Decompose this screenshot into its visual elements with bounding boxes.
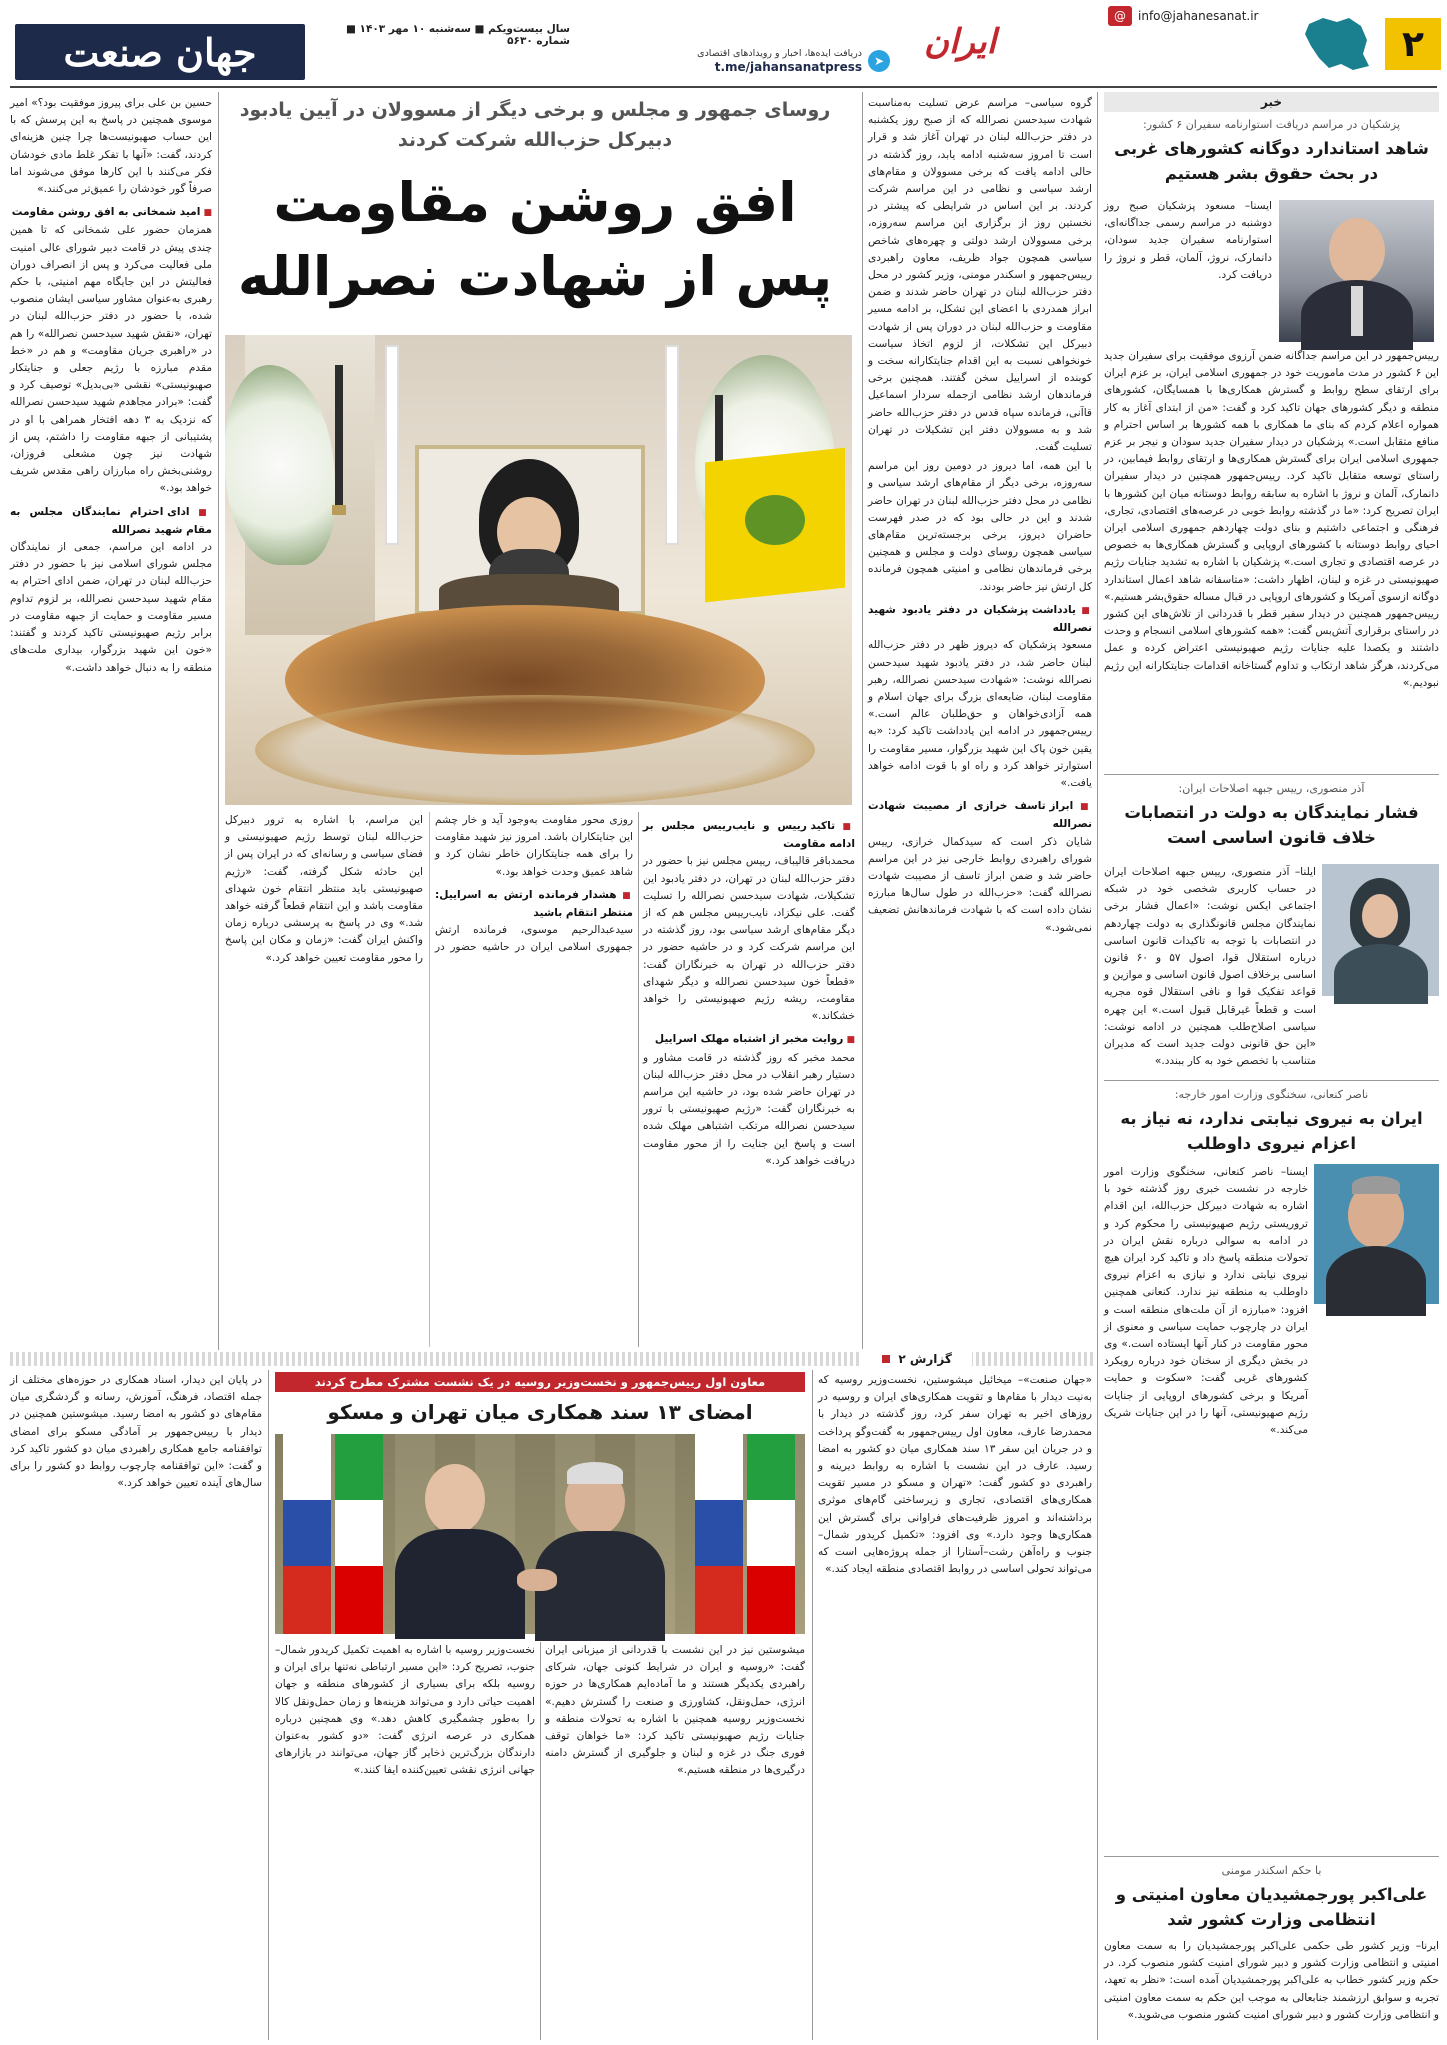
meeting-photo [275,1434,805,1634]
story1-headline: شاهد استاندارد دوگانه کشورهای غربی در بحث حقوق بشر هستیم [1114,139,1429,183]
main-col2-sub1: ■ تاکید رییس و نایب‌رییس مجلس بر ادامه مقاومت [643,818,855,853]
main-col-divider-2 [638,812,639,1347]
bottom-col-divider-3 [268,1370,269,2040]
sidebar-rule-3 [1104,1856,1439,1857]
pezeshkian-photo [1279,200,1434,342]
main-headline-1: افق روشن مقاومت [273,171,797,234]
main-col1-sub1-text: مسعود پزشکیان که دیروز ظهر در دفتر حزب‌الله لبنان حاضر شد، در دفتر یادبود شهید سیدحسن نصرالله نوشت: «شهادت سیدحسن نصرالله، رهبر مقاومت لبنان، ضایعه‌ای بزرگ برای جهان اسلام و همه آزادی‌خواهان و حق‌طلبان عالم است.» رییس‌جمهور در ادامه این یادداشت تاکید کرد: «به یقین خون پاک این شهید بزرگوار، مسیر مقاومت را استوارتر خواهد کرد و راه او با قوت ادامه خواهد یافت.» [868,639,1092,789]
main-col1-sub2: ■ ابراز تاسف خرازی از مصیبت شهادت نصرالله [868,798,1092,833]
main-col3-sub1: ■ هشدار فرمانده ارتش به اسراییل: منتظر انتقام باشید [435,887,633,922]
page-number-text: ۲ [1402,23,1424,65]
story4-headline: علی‌اکبر پورجمشیدیان معاون امنیتی و انتظامی وزارت کشور شد [1115,1885,1428,1929]
main-col4-p1: حسین بن علی برای پیروز موفقیت بود؟» امیر موسوی همچنین در پاسخ به این پرسش که با این حساب صهیونیست‌ها چرا چنین هزینه‌ای کردند، گفت: «آنها با تفکر غلط مادی خودشان فکر می‌کنند با این کارها موفق می‌شوند اما صرفاً گور خودشان را عمیق‌تر می‌کنند.» [10,97,212,196]
bottom-col-divider-1 [812,1370,813,2040]
telegram-link[interactable]: t.me/jahansanatpress [714,60,862,74]
main-kicker: روسای جمهور و مجلس و برخی دیگر از مسوولان در آیین یادبود دبیرکل حزب‌الله شرکت کردند [239,99,831,151]
sidebar-label [1104,92,1439,112]
bottom-section-label [862,1349,972,1369]
masthead [0,0,1447,86]
story1-kicker: پزشکیان در مراسم دریافت استوارنامه سفیران ۶ کشور: [1143,118,1400,131]
story2-kicker: آذر منصوری، رییس جبهه اصلاحات ایران: [1178,782,1365,795]
story3-body: ایسنا– ناصر کنعانی، سخنگوی وزارت امور خارجه در نشست خبری روز گذشته خود با اشاره به شهادت دبیرکل حزب‌الله، این اقدام تروریستی رژیم صهیونیستی را محکوم کرد و در ادامه به سوالی درباره نقش ایران در تحولات منطقه پاسخ داد و تاکید کرد ایران هیچ نیروی نیابتی ندارد و نیازی به اعزام نیروی داوطلب به منطقه نیز ندارد. کنعانی همچنین افزود: «مبارزه از آن ملت‌های منطقه است و ایران در چارچوب حمایت سیاسی و معنوی از محور مقاومت در کنار آنها ایستاده است.» وی در بخش دیگری از سخنان خود درباره رویکرد کشورهای غربی گفت: «سکوت و حمایت آمریکا و برخی کشورهای اروپایی از جنایات رژیم صهیونیستی، آنها را در این جنایات شریک می‌کند.» [1104,1166,1308,1437]
main-col4-p3: در ادامه این مراسم، جمعی از نمایندگان مجلس شورای اسلامی نیز با حضور در دفتر حزب‌الله لبنان در تهران، ضمن ادای احترام به مقام شهید سیدحسن نصرالله، بر لزوم تداوم مسیر مقاومت و حمایت از جبهه مقاومت در برابر رژیم صهیونیستی تاکید کردند و گفتند: «خون این شهید بزرگوار، بیداری ملت‌های منطقه را به دنبال خواهد داشت.» [10,541,212,674]
email-block[interactable] [1108,6,1298,34]
main-col4-p2: همزمان حضور علی شمخانی که تا همین چندی پیش در قامت دبیر شورای عالی امنیت ملی فعالیت می‌کرد و پس از انصراف دوران فعالیتش در این جایگاه مهم امنیتی، با حکم رهبری به‌عنوان مشاور سیاسی ایشان منصوب شده، با حضور در دفتر حزب‌الله لبنان در تهران، «نقش شهید سیدحسن نصرالله» را هم در «راهبری جریان مقاومت» و هم در «خط مقدم مبارزه با رژیم جعلی و جنایتکار صهیونیستی» نقشی «بی‌بدیل» توصیف کرد و گفت: «برادر مجاهدم شهید سیدحسن نصرالله که نزدیک به ۳ دهه افتخار همراهی با او در پشتیبانی از جبهه مقاومت را داشتم، پس از شهادت نیز چون مشعلی فروزان، روشنی‌بخش راه مبارزان راهی مقدس شریف خواهد بود.» [10,224,212,495]
main-col1-sub2-text: شایان ذکر است که سیدکمال خرازی، رییس شورای راهبردی روابط خارجی نیز در این مراسم حاضر شد و ضمن ابراز تاسف از مصیبت شهادت نصرالله گفت: «حزب‌الله در طول سال‌ها مبارزه نشان داده است که با شهادت فرماندهانش تضعیف نمی‌شود.» [868,835,1092,934]
story4-body: ایرنا– وزیر کشور طی حکمی علی‌اکبر پورجمشیدیان را به سمت معاون امنیتی و انتظامی وزارت کشور و دبیر شورای امنیت کشور منصوب کرد. در حکم وزیر کشور خطاب به علی‌اکبر پورجمشیدیان آمده است: «نظر به تعهد، تجربه و سوابق ارزشمند جنابعالی به موجب این حکم به سمت معاون امنیتی و انتظامی وزارت کشور و دبیر شورای امنیت کشور منصوب می‌شوید.» [1104,1940,1439,2021]
main-col1-sub1: ■ یادداشت پزشکیان در دفتر یادبود شهید نصرالله [868,602,1092,637]
main-col2 [643,812,855,1347]
story4-kicker: با حکم اسکندر مومنی [1221,1864,1322,1877]
sidebar [1104,92,1439,2040]
logo-text: جهان صنعت [63,29,257,75]
sidebar-rule-1 [1104,774,1439,775]
bottom-kicker-text: معاون اول رییس‌جمهور و نخست‌وزیر روسیه در یک نشست مشترک مطرح کردند [314,1375,766,1389]
story1-body: رییس‌جمهور در این مراسم جداگانه ضمن آرزوی موفقیت برای سفیران جدید این ۶ کشور در مدت ماموریت خود در جمهوری اسلامی ایران، بر عزم ایران برای ارتقای سطح روابط و گسترش همکاری‌ها با همسایگان، کشورهای منطقه و دیگر کشورهای جهان تاکید کرد و گفت: «من از ابتدای آغاز به کار همواره اعلام کردم که بنای ما همکاری با همه کشورها بر اساس احترام و منافع متقابل است.» پزشکیان در دیدار سفیران جدید سودان و نیجر بر عزم جمهوری اسلامی ایران برای گسترش همکاری‌ها و ارتقای روابط فیمابین، در راستای توسعه متقابل تاکید کرد. رییس‌جمهور همچنین در دیدار سفیران دانمارک، آلمان و نروژ با اشاره به سابقه روابط دوستانه میان این کشورها با ایران تصریح کرد: «ما در گذشته روابط خوبی در عرصه‌های اقتصادی، تجاری، فرهنگی و اجتماعی داشتیم و بنای دولت چهاردهم جمهوری اسلامی ایران احیای روابط دوستانه با کشورهای اروپایی و گسترش همکاری‌ها به خصوص در عرصه اقتصادی و تجاری است.» پزشکیان با اشاره به تشدید جنایات رژیم صهیونیستی در غزه و لبنان، اظهار داشت: «متاسفانه شاهد اعمال استاندارد دوگانه ازسوی آمریکا و کشورهای اروپایی در قبال مساله حقوق‌بشر هستیم.» رییس‌جمهور همچنین در دیدار سفیر قطر با قدردانی از تلاش‌های این کشور در راستای برقراری آتش‌بس گفت: «همه کشورهای اسلامی انسجام و وحدت داشتند و یکصدا علیه جنایات رژیم صهیونیستی اعتراض کرده و عمل می‌کردند، هرگز شاهد ارتکاب و تداوم گستاخانه اقدامات جنایتکارانه این رژیم نبودیم.» [1104,350,1440,689]
main-col4-sub2: ■ ادای احترام نمایندگان مجلس به مقام شهید نصرالله [10,504,212,539]
story3-kicker: ناصر کنعانی، سخنگوی وزارت امور خارجه: [1174,1088,1369,1101]
main-col3-p2: سیدعبدالرحیم موسوی، فرمانده ارتش جمهوری اسلامی ایران در حاشیه حضور در این مراسم، با اشاره به ترور دبیرکل حزب‌الله لبنان توسط رژیم صهیونیستی و فضای سیاسی و رسانه‌ای که در ایران پس از این حادثه شکل گرفته، گفت: «رژیم صهیونیستی باید منتظر انتقام خون شهدای مقاومت باشد و این انتقام قطعاً گرفته خواهد شد.» وی در پاسخ به پرسشی درباره زمان واکنش ایران گفت: «زمان و مکان این پاسخ را محور مقاومت تعیین خواهد کرد.» [225,814,633,964]
main-col2-p2: محمد مخبر که روز گذشته در قامت مشاور و دستیار رهبر انقلاب در محل دفتر حزب‌الله لبنان در تهران حاضر شده بود، در حاشیه این مراسم به خبرنگاران گفت: «رژیم صهیونیستی با ترور سیدحسن نصرالله مرتکب اشتباهی مهلک شده است و پاسخ این جنایت را از محور مقاومت دریافت خواهد کرد.» [643,1051,855,1167]
telegram-icon: ➤ [868,50,890,72]
bottom-col-d: در پایان این دیدار، اسناد همکاری در حوزه‌های مختلف از جمله اقتصاد، فرهنگ، آموزش، رسانه و گردشگری میان مقام‌های دو کشور به امضا رسید. میشوستین همچنین در دیدار با رییس‌جمهور بر آمادگی مسکو برای امضای توافقنامه جامع همکاری راهبردی میان دو کشور تاکید کرد و گفت: «این توافقنامه چارچوب روابط دو کشور را برای سال‌های آینده تعیین خواهد کرد.» [10,1374,262,1490]
sidebar-rule-2 [1104,1080,1439,1081]
story2-body: ایلنا– آذر منصوری، رییس جبهه اصلاحات ایران در حساب کاربری شخصی خود در شبکه اجتماعی ایکس نوشت: «اعمال فشار برخی نمایندگان مجلس قانونگذاری به دولت چهاردهم در انتصابات با توجه به تاکیدات قانون اساسی درباره استقلال قوا، اصول ۵۷ و ۶۰ قانون اساسی برخلاف اصول قانون اساسی و موازین و قواعد تفکیک قوا و نافی استقلال قوه مجریه است و قطعاً غیرقابل قبول است.» این چهره سیاسی اصلاح‌طلب همچنین در ادامه نوشت: «این حق قانونی دولت جدید است که مدیران متناسب با تخصص خود به کار ببندد.» [1104,866,1316,1068]
bottom-col-divider-2 [540,1642,541,2040]
email-text[interactable]: info@jahanesanat.ir [1138,9,1259,23]
page-number [1385,18,1441,70]
main-col4-sub1: ■ امید شمخانی به افق روشن مقاومت [10,204,212,222]
issue-info: سال بیست‌ویکم ■ سه‌شنبه ۱۰ مهر ۱۴۰۳ ■ شماره ۵۶۳۰ [345,23,570,47]
story2-headline: فشار نمایندگان به دولت در انتصابات خلاف قانون اساسی است [1124,803,1419,847]
main-col1-p1: گروه سیاسی– مراسم عرض تسلیت به‌مناسبت شهادت سیدحسن نصرالله که از صبح روز یکشنبه در دفتر حزب‌الله لبنان در تهران آغاز شد و قرار است تا امروز سه‌شنبه ادامه یابد، روز گذشته در حالی ادامه یافت که برخی مسوولان و مقام‌های ارشد سیاسی و نظامی در این مراسم شرکت کردند. بر این اساس در شرایطی که پیشتر در نخستین روز از برگزاری این مراسم سه‌روزه، برخی مسوولان ارشد دولتی و چهره‌های شاخص سیاسی همچون جواد ظریف، معاون راهبردی رییس‌جمهور و اسکندر مومنی، وزیر کشور در محل دفتر حزب‌الله لبنان در تهران حاضر شدند و ضمن ابراز همدردی با اعضای این تشکل، بر ادامه مسیر مقاومت و حزب‌الله لبنان در دوران پس از شهادت دبیرکل این تشکلات، از لزوم اتخاذ سیاست خونخواهی نسبت به این اقدام جنایتکارانه سخت و کوبنده از اسراییل سخن گفتند. همچنین برخی فرماندهان ارشد نظامی ازجمله سردار اسماعیل قاآنی، فرمانده سپاه قدس در دفتر حزب‌الله حاضر شد و به مسوولان دفتر این تشکیلات در تهران تسلیت گفت. [868,97,1092,454]
main-col2-p1: محمدباقر قالیباف، رییس مجلس نیز با حضور در دفتر حزب‌الله لبنان در تهران، در دفتر یادبود این تشکیلات، شهادت سیدحسن نصرالله را تسلیت گفت. علی نیکزاد، نایب‌رییس مجلس هم که از دیگر مقام‌های ارشد سیاسی بود، روز گذشته در این مراسم شرکت کرد و در حاشیه حضور در دفتر حزب‌الله در تهران به خبرنگاران گفت: «قطعاً خون سیدحسن نصرالله و دیگر شهدای مقاومت، ریشه رژیم صهیونیستی را خواهد خشکاند.» [643,855,855,1023]
nasrallah-memorial-photo [225,335,852,805]
kanaani-photo [1314,1164,1439,1304]
masthead-rule [10,86,1437,88]
main-col4 [10,95,212,1347]
section-title: ایران [923,22,997,62]
sidebar-divider [1097,92,1098,2040]
main-col1-p2: با این همه، اما دیروز در دومین روز این مراسم سه‌روزه، برخی دیگر از مقام‌های ارشد سیاسی و نظامی در محل دفتر حزب‌الله لبنان در تهران حاضر شدند و این در حالی بود که در صدر فهرست حاضران دیروز، برخی برجسته‌ترین مقام‌های سیاسی همچون روسای دولت و مجلس و همچنین برخی فرماندهان نظامی و امنیتی همچون فرمانده کل ارتش نیز حاضر بودند. [868,460,1092,593]
main-col1 [868,95,1092,1345]
story3-headline: ایران به نیروی نیابتی ندارد، نه نیاز به اعزام نیروی داوطلب [1120,1109,1423,1153]
bottom-col-c: نخست‌وزیر روسیه با اشاره به اهمیت تکمیل کریدور شمال–جنوب، تصریح کرد: «این مسیر ارتباطی نه‌تنها برای ایران و روسیه بلکه برای بسیاری از کشورهای منطقه و جهان اهمیت حیاتی دارد و می‌تواند هزینه‌ها و زمان حمل‌ونقل کالا را به‌طور چشمگیری کاهش دهد.» وی همچنین درباره همکاری در عرصه انرژی گفت: «دو کشور به‌عنوان دارندگان بزرگ‌ترین ذخایر گاز جهان، می‌توانند در بازارهای جهانی انرژی نقشی تعیین‌کننده ایفا کنند.» [275,1644,535,1777]
bottom-col-b: میشوستین نیز در این نشست با قدردانی از میزبانی ایران گفت: «روسیه و ایران در شرایط کنونی جهان، شرکای راهبردی یکدیگر هستند و ما آماده‌ایم همکاری‌ها در حوزه انرژی، حمل‌ونقل، کشاورزی و صنعت را گسترش دهیم.» نخست‌وزیر روسیه همچنین با اشاره به تحولات منطقه و جنایات رژیم صهیونیستی تاکید کرد: «ما خواهان توقف فوری جنگ در غزه و لبنان و جلوگیری از گسترش دامنه درگیری‌ها در منطقه هستیم.» [545,1644,805,1777]
main-col3-p1: روزی محور مقاومت به‌وجود آید و خار چشم این جنایتکاران باشد. امروز نیز شهید مقاومت را برای همه جنایتکاران خاطر نشان کرد و شاهد عمیق وحدت خواهد بود.» [435,814,633,878]
email-icon: @ [1108,6,1132,26]
sidebar-label-text: خبر [1260,95,1282,109]
main-headline-2: پس از شهادت نصرالله [237,245,833,308]
main-col-divider-3 [218,92,219,1350]
story1-body-intro: ایسنا– مسعود پزشکیان صبح روز دوشنبه در مراسم رسمی جداگانه‌ای، استوارنامه سفیران جدید سودان، دانمارک، نروژ، آلمان، قطر و نروژ را دریافت کرد. [1104,200,1272,281]
telegram-block[interactable] [590,48,890,80]
main-col-divider-1 [862,92,863,1350]
bottom-headline: امضای ۱۳ سند همکاری میان تهران و مسکو [327,1400,753,1424]
main-col3 [225,812,633,1347]
main-col2-sub2: ■ روایت مخبر از اشتباه مهلک اسراییل [643,1031,855,1049]
newspaper-logo [15,24,305,80]
telegram-label: دریافت ایده‌ها، اخبار و رویدادهای اقتصادی [697,48,862,59]
bottom-kicker [275,1372,805,1392]
bottom-section-label-text: گزارش ۲ [898,1352,952,1366]
bottom-section-marker [882,1355,890,1363]
mansouri-photo [1322,864,1439,996]
bottom-col-a: «جهان صنعت»– میخائیل میشوستین، نخست‌وزیر روسیه که به‌نیت دیدار با مقام‌ها و تقویت همکاری‌های ایران و روسیه در روزهای اخیر به تهران سفر کرد، روز گذشته در دیدار با محمدرضا عارف، معاون اول رییس‌جمهور به گفت‌وگو پرداخت و در جریان این سفر ۱۳ سند همکاری میان دو کشور به امضا رسید. عارف در این نشست با اشاره به روابط دیرینه و راهبردی دو کشور گفت: «تهران و مسکو در مسیر تقویت همکاری‌های اقتصادی، تجاری و زیرساختی گام‌های موثری برداشته‌اند و امروز ظرفیت‌های فراوانی برای گسترش این همکاری‌ها وجود دارد.» وی افزود: «تکمیل کریدور شمال–جنوب و راه‌آهن رشت–آستارا از جمله پروژه‌هایی است که می‌تواند تحولی اساسی در روابط اقتصادی منطقه ایجاد کند.» [818,1374,1092,1576]
iran-map-icon [1303,14,1373,74]
